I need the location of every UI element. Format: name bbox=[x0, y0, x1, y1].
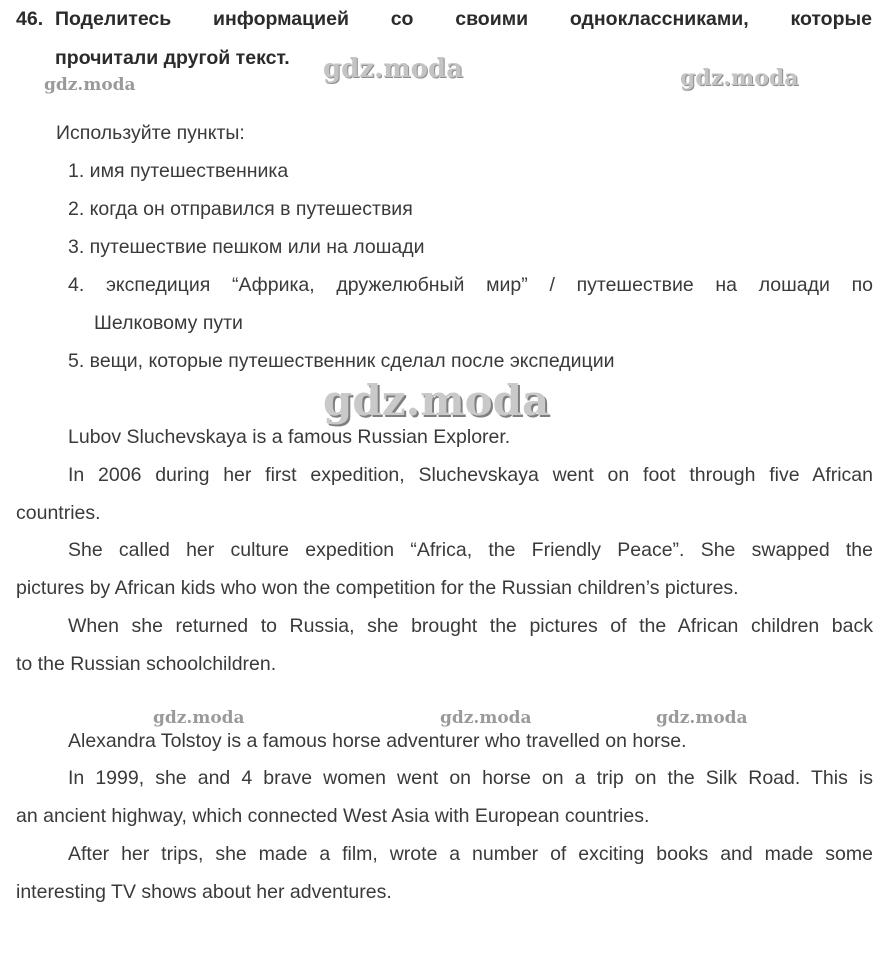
text1-line: In 2006 during her first expedition, Sluchevskaya went on foot through five African bbox=[68, 464, 873, 486]
watermark-logo: gdz.moda bbox=[440, 708, 532, 728]
text1-line: to the Russian schoolchildren. bbox=[16, 653, 277, 675]
text2-line: an ancient highway, which connected West Asia with European countries. bbox=[16, 805, 650, 827]
text2-line: After her trips, she made a film, wrote a number of exciting books and made some bbox=[68, 843, 873, 865]
task-number: 46. bbox=[16, 8, 44, 30]
task-title-line-2: прочитали другой текст. bbox=[55, 47, 290, 69]
plan-item: 4. экспедиция “Африка, дружелюбный мир” / путешествие на лошади по bbox=[68, 274, 873, 296]
watermark-logo: gdz.moda bbox=[680, 65, 799, 91]
watermark-logo: gdz.moda bbox=[323, 54, 464, 84]
plan-item: 2. когда он отправился в путешествия bbox=[68, 198, 413, 220]
text1-line: countries. bbox=[16, 502, 101, 524]
task-title-line-1: Поделитесь информацией со своими одноклассниками, которые bbox=[55, 8, 872, 30]
watermark-logo: gdz.moda bbox=[153, 708, 245, 728]
plan-item-continuation: Шелковому пути bbox=[94, 312, 243, 334]
watermark-logo: gdz.moda bbox=[323, 376, 550, 425]
text2-line: Alexandra Tolstoy is a famous horse adventurer who travelled on horse. bbox=[68, 730, 687, 752]
plan-item: 3. путешествие пешком или на лошади bbox=[68, 236, 425, 258]
watermark-logo: gdz.moda bbox=[656, 708, 748, 728]
plan-intro: Используйте пункты: bbox=[56, 122, 245, 144]
plan-item: 1. имя путешественника bbox=[68, 160, 289, 182]
text1-line: pictures by African kids who won the competition for the Russian children’s pictures. bbox=[16, 577, 739, 599]
text2-line: In 1999, she and 4 brave women went on horse on a trip on the Silk Road. This is bbox=[68, 767, 873, 789]
watermark-logo: gdz.moda bbox=[44, 75, 136, 95]
plan-item: 5. вещи, которые путешественник сделал после экспедиции bbox=[68, 350, 615, 372]
text2-line: interesting TV shows about her adventures. bbox=[16, 881, 392, 903]
text1-line: She called her culture expedition “Africa, the Friendly Peace”. She swapped the bbox=[68, 539, 873, 561]
text1-line: When she returned to Russia, she brought the pictures of the African children back bbox=[68, 615, 873, 637]
text1-line: Lubov Sluchevskaya is a famous Russian Explorer. bbox=[68, 426, 511, 448]
